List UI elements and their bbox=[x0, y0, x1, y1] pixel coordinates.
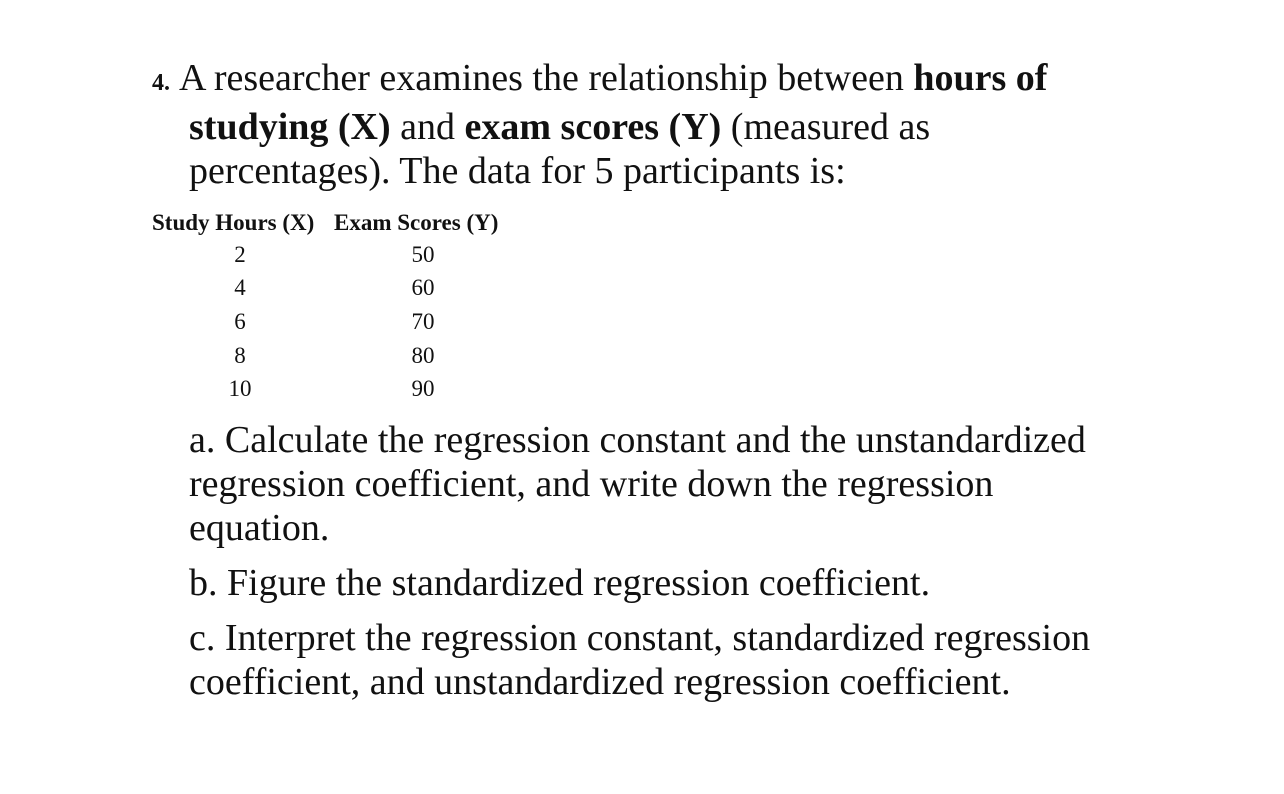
stem-bold-x: hours of studying (X) bbox=[189, 57, 1048, 148]
part-a: a. Calculate the regression constant and the unstandardized regression coefficient, and write down the regression equation. bbox=[189, 418, 1086, 549]
question-stem bbox=[152, 56, 1112, 193]
stem-text-2: and bbox=[390, 106, 465, 148]
cell-study-hours: 4 bbox=[234, 275, 246, 301]
stem-text-3: (measured as percentages). The data for 5 participants is: bbox=[189, 106, 931, 192]
cell-exam-score: 50 bbox=[411, 241, 435, 267]
cell-study-hours: 6 bbox=[234, 308, 246, 334]
cell-exam-score: 80 bbox=[411, 342, 435, 368]
table-row bbox=[152, 372, 514, 406]
table-row bbox=[152, 339, 514, 373]
cell-study-hours: 2 bbox=[234, 241, 246, 267]
question-number: 4. bbox=[152, 70, 170, 96]
table-row bbox=[152, 238, 514, 272]
header-study-hours: Study Hours (X) bbox=[152, 210, 315, 235]
table-row bbox=[152, 272, 514, 306]
cell-exam-score: 60 bbox=[411, 275, 435, 301]
data-table bbox=[152, 208, 514, 406]
header-exam-scores: Exam Scores (Y) bbox=[334, 210, 499, 235]
part-b: b. Figure the standardized regression coefficient. bbox=[189, 561, 931, 604]
stem-text-1: A researcher examines the relationship between bbox=[179, 57, 914, 99]
stem-bold-y: exam scores (Y) bbox=[464, 106, 722, 148]
cell-study-hours: 8 bbox=[234, 342, 246, 368]
cell-exam-score: 90 bbox=[411, 376, 435, 402]
table-header-row bbox=[152, 208, 514, 238]
question-4 bbox=[152, 56, 1112, 704]
table-row bbox=[152, 305, 514, 339]
part-c: c. Interpret the regression constant, standardized regression coefficient, and unstandardized regression coefficient. bbox=[189, 616, 1091, 703]
cell-study-hours: 10 bbox=[228, 376, 252, 402]
cell-exam-score: 70 bbox=[411, 308, 435, 334]
